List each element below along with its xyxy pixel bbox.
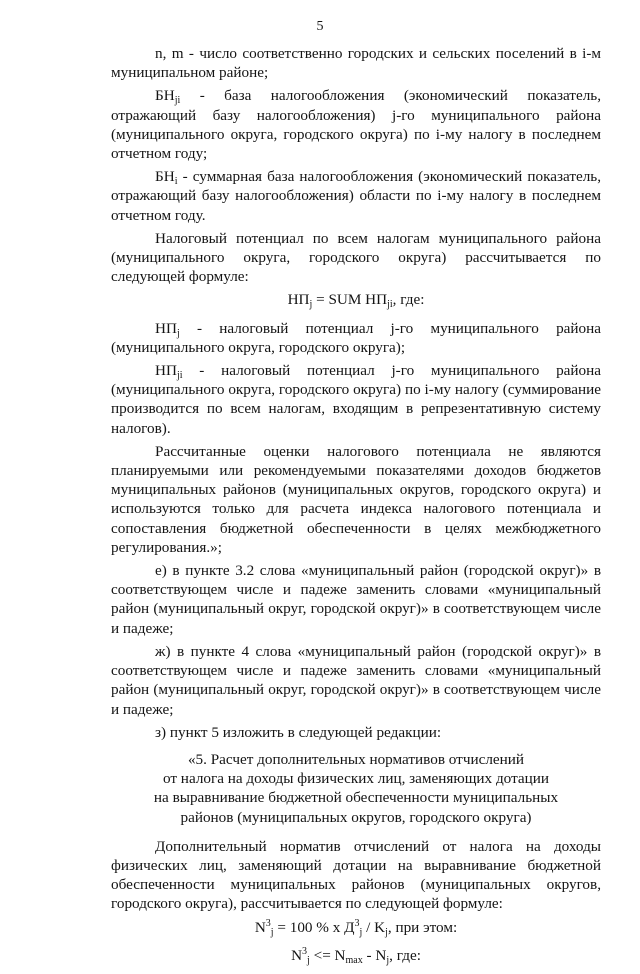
paragraph-item-zh: ж) в пункте 4 слова «муниципальный район (городской округ)» в соответствующем числе и падеже заменить словами «муниципальный район (муниципальный округ, городской округ)» в соответствующем числе и падеже; bbox=[111, 642, 601, 718]
paragraph-item-e: е) в пункте 3.2 слова «муниципальный район (городской округ)» в соответствующем числе и падеже заменить словами «муниципальный район (муниципальный округ, городской округ)» в соответствующем числе и падеже; bbox=[111, 562, 601, 637]
paragraph-bn-i-definition: $БН_i$ - суммарная база налогообложения (экономический показатель, отражающий базу налогообложения) области по i-му налогу в последнем отчетном году. bbox=[111, 168, 601, 224]
paragraph-np-ji-definition: $НП_{ji}$ - налоговый потенциал j-го муниципального района (муниципального округа, городского округа) по i-му налогу (суммирование производится по всем налогам, входящим в репрезентативную систему налогов). bbox=[111, 362, 601, 437]
paragraph-additional-norm-intro: Дополнительный норматив отчислений от налога на доходы физических лиц, заменяющий дотации на выравнивание бюджетной обеспеченности муниципальных районов (муниципальных округов, городского округа), рассчитывается по следующей формуле: bbox=[111, 837, 601, 913]
paragraph-np-j-definition: $НП_j$ - налоговый потенциал j-го муниципального района (муниципального округа, городского округа); bbox=[111, 319, 601, 356]
paragraph-item-z: з) пункт 5 изложить в следующей редакции: bbox=[155, 723, 442, 741]
page-number: 5 bbox=[316, 19, 324, 34]
paragraph-estimates-note: Рассчитанные оценки налогового потенциала не являются планируемыми или рекомендуемыми показателями доходов бюджетов муниципальных районов (муниципальных округов, городского округа) и используются только для расчета индекса налогового потенциала и сопоставления бюджетной обеспеченности в целях межбюджетного регулирования.»; bbox=[111, 442, 601, 556]
document-body bbox=[111, 44, 601, 974]
paragraph-n-m-definition: n, m - число соответственно городских и сельских поселений в i-м муниципальном районе; bbox=[111, 45, 601, 82]
paragraph-bn-ji-definition: $БН_{ji}$ - база налогообложения (экономический показатель, отражающий базу налогообложения) j-го муниципального района (муниципального округа, городского округа) по i-му налогу в последнем отчетном году; bbox=[111, 87, 601, 163]
formula-tax-potential-sum: $НП_j$ = SUM $НП_{ji}$, где: bbox=[287, 291, 425, 311]
formula-additional-norm: $N^3_j = 100$ % x $Д^3_j / K_j$, при этом: bbox=[254, 917, 458, 938]
paragraph-tax-potential-intro: Налоговый потенциал по всем налогам муниципального района (муниципального округа, городского округа) рассчитывается по следующей формуле: bbox=[111, 229, 601, 286]
formula-norm-constraint: $N^3_j <= N_{max} - N_j$, где: bbox=[291, 945, 421, 966]
section-heading: «5. Расчет дополнительных нормативов отчислений от налога на доходы физических лиц, заменяющих дотации на выравнивание бюджетной обеспеченности муниципальных районов (муниципальных округов, городского округа) bbox=[153, 750, 559, 826]
